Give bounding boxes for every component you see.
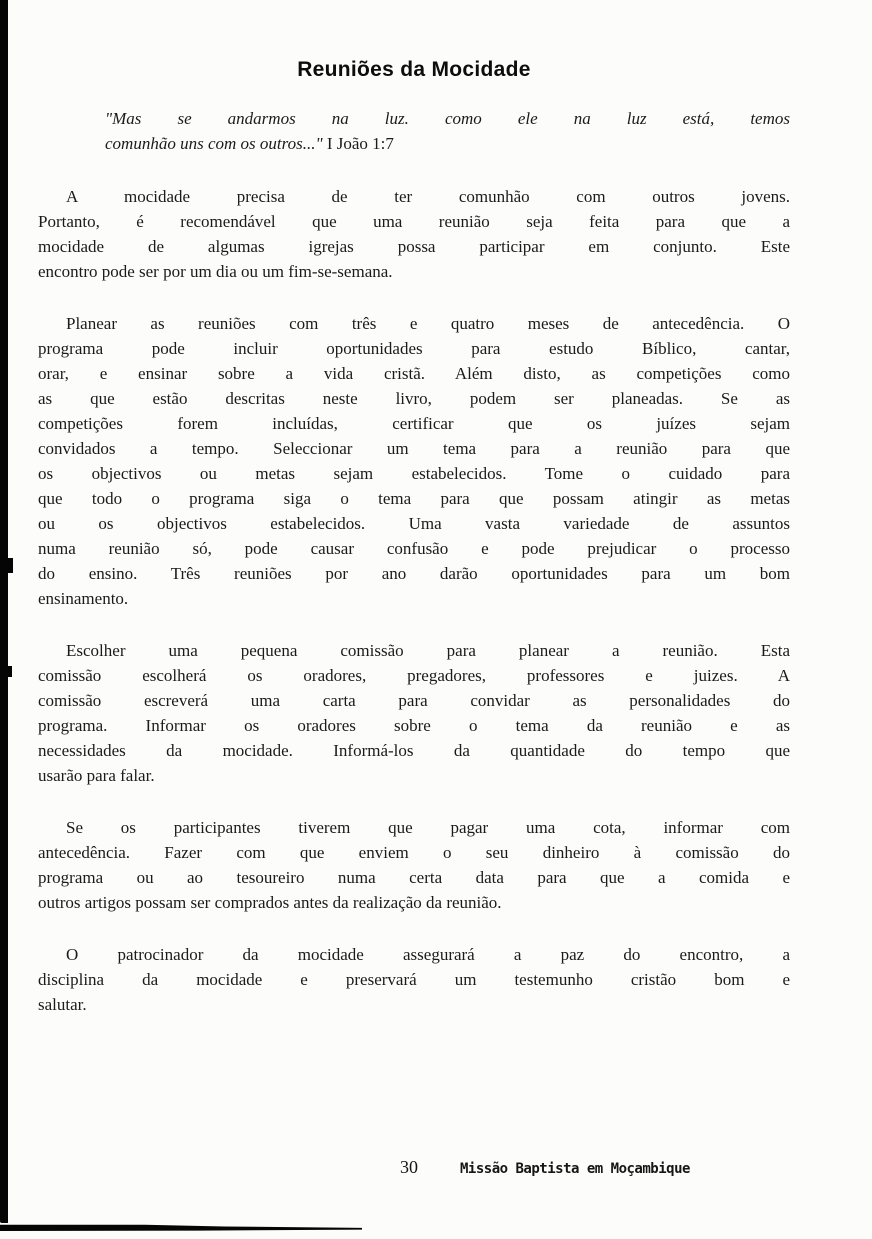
- paragraph-line: programa pode incluir oportunidades para estudo Bíblico, cantar,: [38, 339, 790, 358]
- paragraph-line: programa. Informar os oradores sobre o tema da reunião e as: [38, 716, 790, 735]
- quote-line: [105, 131, 790, 156]
- paragraph-line: comissão escreverá uma carta para convidar as personalidades do: [38, 691, 790, 710]
- paragraph-line: antecedência. Fazer com que enviem o seu dinheiro à comissão do: [38, 843, 790, 862]
- paragraph-line: ou os objectivos estabelecidos. Uma vasta variedade de assuntos: [38, 514, 790, 533]
- scan-smudge-bottom: [0, 1224, 362, 1231]
- paragraph-line: disciplina da mocidade e preservará um testemunho cristão bom e: [38, 970, 790, 989]
- scan-speck: [8, 558, 13, 573]
- paragraph-line: que todo o programa siga o tema para que possam atingir as metas: [38, 489, 790, 508]
- paragraph-line: Planear as reuniões com três e quatro meses de antecedência. O: [66, 314, 790, 333]
- paragraph-line: salutar.: [38, 995, 87, 1014]
- quote-line: "Mas se andarmos na luz. como ele na luz está, temos: [105, 109, 790, 128]
- paragraph-line: Portanto, é recomendável que uma reunião seja feita para que a: [38, 212, 790, 231]
- paragraph-line: Se os participantes tiverem que pagar uma cota, informar com: [66, 818, 790, 837]
- page-footer: [400, 1157, 690, 1178]
- paragraph-line: numa reunião só, pode causar confusão e pode prejudicar o processo: [38, 539, 790, 558]
- paragraph-line: mocidade de algumas igrejas possa participar em conjunto. Este: [38, 237, 790, 256]
- page-content: [38, 58, 790, 1017]
- paragraph-line: encontro pode ser por um dia ou um fim-se-semana.: [38, 262, 393, 281]
- paragraph-line: A mocidade precisa de ter comunhão com outros jovens.: [66, 187, 790, 206]
- paragraph-line: orar, e ensinar sobre a vida cristã. Além disto, as competições como: [38, 364, 790, 383]
- paragraph: [38, 942, 790, 1017]
- paragraph: [38, 638, 790, 788]
- page-number: 30: [400, 1157, 418, 1177]
- paragraph: [38, 184, 790, 284]
- paragraph-line: ensinamento.: [38, 589, 129, 608]
- scan-speck: [8, 666, 12, 677]
- quote-text: comunhão uns com os outros...": [105, 134, 323, 153]
- paragraph: [38, 815, 790, 915]
- paragraph-line: programa ou ao tesoureiro numa certa data para que a comida e: [38, 868, 790, 887]
- paragraph-line: competições forem incluídas, certificar que os juízes sejam: [38, 414, 790, 433]
- paragraph-line: do ensino. Três reuniões por ano darão oportunidades para um bom: [38, 564, 790, 583]
- paragraph-line: as que estão descritas neste livro, podem ser planeadas. Se as: [38, 389, 790, 408]
- paragraph-line: necessidades da mocidade. Informá-los da quantidade do tempo que: [38, 741, 790, 760]
- paragraph-line: usarão para falar.: [38, 766, 155, 785]
- scripture-quote: [105, 106, 790, 156]
- imprint-text: Missão Baptista em Moçambique: [460, 1161, 690, 1177]
- paragraph-line: comissão escolherá os oradores, pregadores, professores e juizes. A: [38, 666, 790, 685]
- scan-edge-artifact-left: [0, 0, 8, 1223]
- paragraph-line: os objectivos ou metas sejam estabelecidos. Tome o cuidado para: [38, 464, 790, 483]
- scripture-reference: I João 1:7: [322, 134, 394, 153]
- paragraph-line: outros artigos possam ser comprados antes da realização da reunião.: [38, 893, 502, 912]
- paragraph-line: Escolher uma pequena comissão para planear a reunião. Esta: [66, 641, 790, 660]
- paragraph-line: convidados a tempo. Seleccionar um tema para a reunião para que: [38, 439, 790, 458]
- paragraph-line: O patrocinador da mocidade assegurará a paz do encontro, a: [66, 945, 790, 964]
- paragraph: [38, 311, 790, 611]
- page-title: Reuniões da Mocidade: [297, 58, 531, 81]
